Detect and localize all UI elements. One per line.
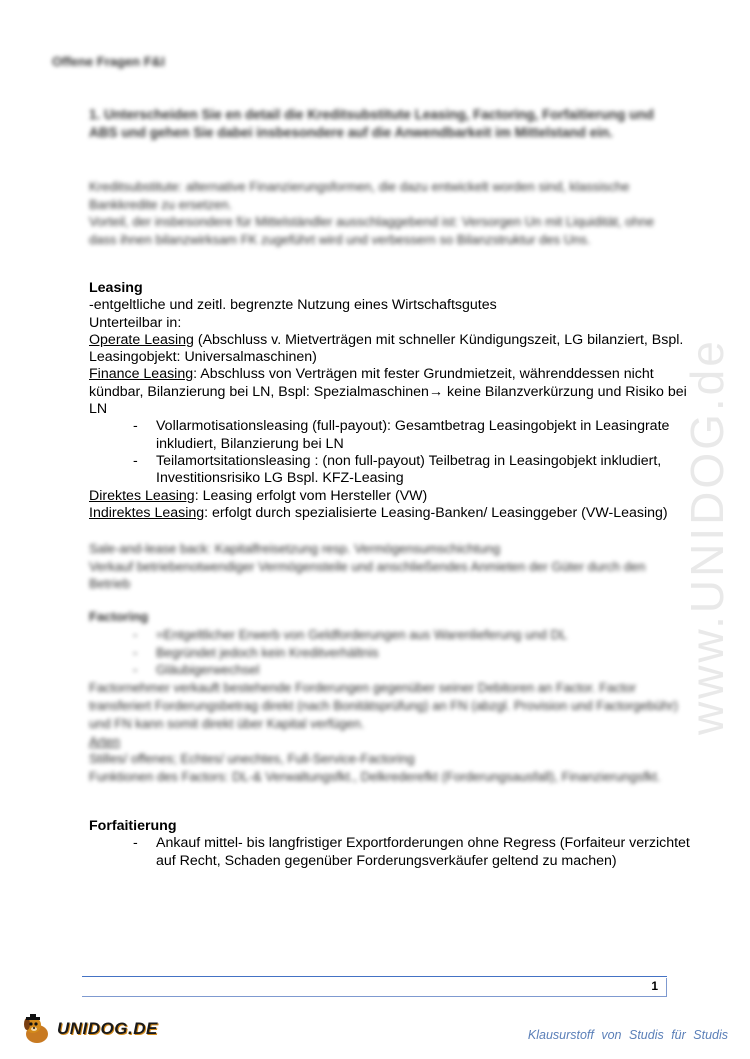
direct-leasing-paragraph	[89, 488, 699, 505]
leasing-section	[89, 280, 699, 522]
forfaitierung-section	[89, 818, 699, 870]
sale-lease-back-text: Verkauf betriebenotwendiger Vermögensteile und anschließendes Anmieten der Güter durch den Betrieb	[89, 558, 646, 591]
operate-leasing-paragraph	[89, 332, 699, 367]
forfaitierung-bullet: - Ankauf mittel- bis langfristiger Exportforderungen ohne Regress (Forfaiteur verzichtet auf Recht, Schaden gegenüber Forderungsverkäufer geltend zu machen)	[133, 835, 690, 869]
intro-paragraph-2: Vorteil, der insbesondere für Mittelständler ausschlaggebend ist: Versorgen Un mit Liquidität, ohne dass ihnen bilanzwirksam FK zugeführt wird und verbessern so Bilanzstruktur des Uns.	[89, 214, 655, 247]
footer-tagline: Klausurstoff von Studis für Studis	[527, 1028, 728, 1042]
direct-leasing-text: : Leasing erfolgt vom Hersteller (VW)	[194, 487, 428, 504]
leasing-bullet-full-payout: - Vollarmotisationsleasing (full-payout): Gesamtbetrag Leasingobjekt in Leasingrate inkludiert, Bilanzierung bei LN	[133, 418, 670, 452]
document-title: Offene Fragen F&I	[52, 54, 165, 69]
leasing-definition: -entgeltliche und zeitl. begrenzte Nutzung eines Wirtschaftsgutes	[89, 297, 497, 314]
watermark: www.UNIDOG.de	[681, 338, 733, 735]
indirect-leasing-term: Indirektes Leasing	[89, 504, 205, 521]
question-heading: 1. Unterscheiden Sie en detail die Kreditsubstitute Leasing, Factoring, Forfaitierung und ABS und gehen Sie dabei insbesondere auf die Anwendbarkeit im Mittelstand ein.	[89, 107, 654, 140]
dog-logo-icon	[20, 1012, 54, 1046]
factoring-section	[89, 608, 689, 786]
leasing-subdivision: Unterteilbar in:	[89, 314, 182, 331]
factoring-functions: Funktionen des Factors: DL-& Verwaltungsfkt., Delkrederefkt (Forderungsausfall), Finanzierungsfkt.	[89, 769, 661, 785]
factoring-arten-label: Arten	[89, 733, 121, 749]
intro-paragraph-1: Kreditsubstitute: alternative Finanzierungsformen, die dazu entwickelt worden sind, klassische Bankkredite zu ersetzen.	[89, 179, 630, 212]
intro-block	[89, 178, 679, 248]
page-number: 1	[651, 979, 658, 993]
operate-leasing-text: (Abschluss v. Mietverträgen mit schneller Kündigungszeit, LG bilanziert, Bspl. Leasingobjekt: Universalmaschinen)	[89, 331, 684, 366]
factoring-heading: Factoring	[89, 609, 149, 624]
sale-lease-back-block	[89, 540, 689, 593]
factoring-bullet: - Gläubigerwechsel	[133, 662, 260, 678]
factoring-description: Factornehmer verkauft bestehende Forderungen gegenüber seiner Debitoren an Factor. Factor transferiert Forderungsbetrag direkt (nach Bonitätsprüfung) an FN (abzgl. Provision und Factorgebühr) und FN kann somit direkt über Kapital verfügen.	[89, 680, 678, 731]
footer-box	[82, 978, 667, 997]
factoring-arten-text: Stilles/ offenes; Echtes/ unechtes, Full-Service-Factoring	[89, 751, 415, 767]
sale-lease-back-heading: Sale-and-lease back: Kapitalfreisetzung resp. Vermögensumschichtung	[89, 541, 501, 556]
indirect-leasing-text: : erfolgt durch spezialisierte Leasing-Banken/ Leasinggeber (VW-Leasing)	[204, 504, 668, 521]
finance-leasing-text: : Abschluss von Verträgen mit fester Grundmietzeit, währenddessen nicht kündbar, Bilanzierung bei LN, Bspl: Spezialmaschinen→ keine Bilanzverkürzung und Risiko bei LN	[89, 366, 687, 418]
finance-leasing-paragraph	[89, 366, 699, 418]
leasing-heading: Leasing	[89, 280, 143, 296]
finance-leasing-term: Finance Leasing	[89, 366, 194, 383]
operate-leasing-term: Operate Leasing	[89, 331, 194, 348]
unidog-logo	[20, 1012, 158, 1046]
logo-text: UNIDOG.DE	[57, 1019, 158, 1038]
factoring-bullet: - =Entgeltlicher Erwerb von Geldforderungen aus Warenlieferung und DL	[133, 626, 568, 642]
direct-leasing-term: Direktes Leasing	[89, 487, 195, 504]
forfaitierung-heading: Forfaitierung	[89, 818, 177, 834]
footer-divider	[82, 976, 667, 977]
leasing-bullet-non-full-payout: - Teilamortsitationsleasing : (non full-payout) Teilbetrag in Leasingobjekt inkludiert, Investitionsrisiko LG Bspl. KFZ-Leasing	[133, 452, 662, 487]
factoring-bullet: - Begründet jedoch kein Kreditverhältnis	[133, 644, 379, 660]
indirect-leasing-paragraph	[89, 505, 699, 522]
